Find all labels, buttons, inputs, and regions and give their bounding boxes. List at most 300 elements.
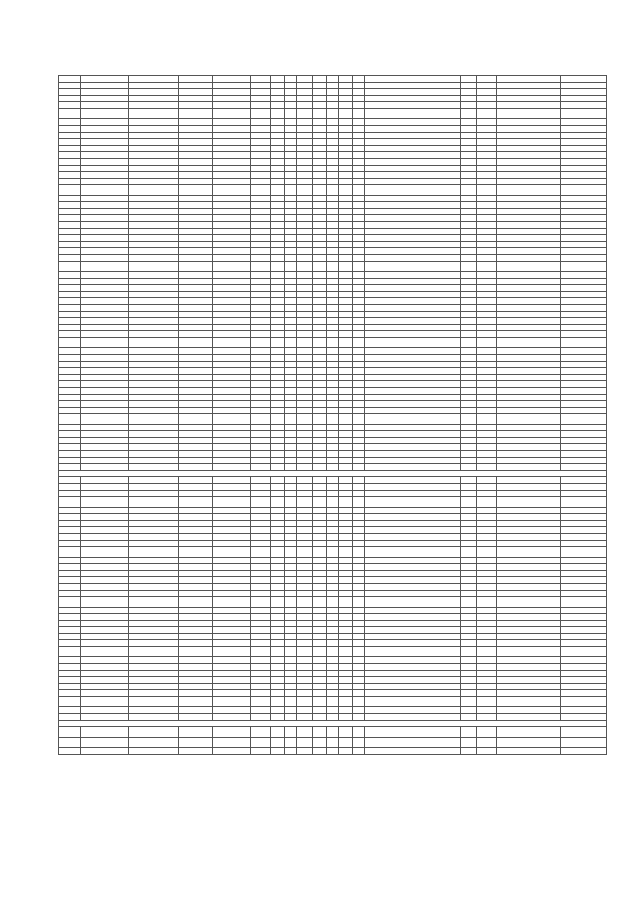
table-cell (339, 102, 353, 109)
table-cell (497, 354, 561, 361)
table-cell (297, 354, 313, 361)
table-cell (271, 664, 285, 671)
table-cell (365, 202, 461, 209)
table-cell (561, 304, 607, 311)
table-cell (297, 583, 313, 590)
table-cell (251, 527, 271, 534)
table-cell (59, 507, 81, 514)
table-cell (477, 497, 497, 507)
table-cell (285, 202, 297, 209)
table-cell (461, 583, 477, 590)
table-cell (497, 507, 561, 514)
table-row (59, 248, 607, 255)
table-cell (327, 145, 339, 152)
table-cell (461, 490, 477, 497)
table-cell (339, 348, 353, 355)
table-cell (297, 165, 313, 172)
table-cell (179, 278, 213, 285)
table-cell (497, 278, 561, 285)
table-cell (365, 657, 461, 664)
table-cell (327, 235, 339, 242)
table-cell (561, 527, 607, 534)
table-cell (59, 564, 81, 571)
table-cell (477, 394, 497, 401)
table-cell (313, 597, 327, 607)
table-cell (285, 497, 297, 507)
table-cell (129, 647, 179, 657)
table-cell (285, 95, 297, 102)
table-cell (271, 354, 285, 361)
table-cell (213, 348, 251, 355)
table-cell (179, 707, 213, 714)
table-cell (297, 647, 313, 657)
table-cell (81, 464, 129, 471)
table-row (59, 235, 607, 242)
table-cell (327, 76, 339, 83)
table-cell (313, 76, 327, 83)
table-row (59, 132, 607, 139)
table-cell (59, 165, 81, 172)
table-cell (339, 424, 353, 431)
table-cell (561, 394, 607, 401)
table-cell (497, 228, 561, 235)
table-cell (365, 387, 461, 394)
table-cell (477, 165, 497, 172)
table-cell (313, 348, 327, 355)
table-cell (129, 348, 179, 355)
table-cell (297, 76, 313, 83)
table-cell (365, 222, 461, 229)
table-cell (461, 697, 477, 707)
table-cell (327, 697, 339, 707)
table-row (59, 228, 607, 235)
table-cell (213, 285, 251, 292)
table-cell (353, 557, 365, 564)
table-cell (285, 241, 297, 248)
table-row (59, 261, 607, 271)
table-cell (327, 620, 339, 627)
table-cell (285, 178, 297, 185)
table-row (59, 381, 607, 388)
table-cell (285, 152, 297, 159)
table-cell (353, 640, 365, 647)
table-cell (59, 497, 81, 507)
table-cell (285, 520, 297, 527)
table-cell (81, 577, 129, 584)
table-cell (129, 318, 179, 325)
table-cell (365, 102, 461, 109)
table-cell (81, 570, 129, 577)
table-cell (477, 670, 497, 677)
table-cell (129, 401, 179, 408)
table-cell (179, 324, 213, 331)
table-cell (271, 533, 285, 540)
table-cell (353, 657, 365, 664)
table-cell (313, 235, 327, 242)
table-cell (561, 235, 607, 242)
table-cell (353, 607, 365, 614)
table-cell (179, 640, 213, 647)
table-cell (561, 215, 607, 222)
table-cell (339, 457, 353, 464)
table-cell (353, 444, 365, 451)
table-cell (285, 437, 297, 444)
table-cell (313, 533, 327, 540)
table-cell (561, 185, 607, 195)
table-cell (285, 255, 297, 262)
table-cell (461, 165, 477, 172)
table-cell (497, 564, 561, 571)
table-cell (497, 255, 561, 262)
table-cell (213, 215, 251, 222)
table-cell (561, 664, 607, 671)
table-cell (129, 285, 179, 292)
table-cell (561, 683, 607, 690)
table-cell (179, 331, 213, 338)
table-cell (251, 727, 271, 737)
table-cell (213, 82, 251, 89)
table-cell (365, 108, 461, 118)
table-cell (313, 368, 327, 375)
table-cell (251, 208, 271, 215)
table-cell (81, 497, 129, 507)
table-cell (297, 178, 313, 185)
table-cell (129, 620, 179, 627)
table-cell (285, 683, 297, 690)
table-cell (213, 437, 251, 444)
table-cell (81, 102, 129, 109)
table-cell (365, 714, 461, 721)
table-cell (313, 614, 327, 621)
table-cell (497, 607, 561, 614)
table-cell (297, 497, 313, 507)
table-row (59, 208, 607, 215)
table-cell (129, 640, 179, 647)
table-cell (365, 490, 461, 497)
table-cell (251, 139, 271, 146)
table-cell (561, 228, 607, 235)
table-cell (251, 235, 271, 242)
table-cell (59, 125, 81, 132)
table-cell (353, 255, 365, 262)
table-cell (285, 620, 297, 627)
table-cell (497, 152, 561, 159)
table-cell (339, 401, 353, 408)
table-cell (129, 507, 179, 514)
table-cell (271, 514, 285, 521)
table-cell (461, 557, 477, 564)
table-cell (339, 152, 353, 159)
table-cell (353, 261, 365, 271)
table-cell (339, 664, 353, 671)
table-cell (327, 318, 339, 325)
table-cell (271, 108, 285, 118)
table-cell (561, 533, 607, 540)
table-row (59, 451, 607, 458)
table-cell (497, 590, 561, 597)
table-row (59, 607, 607, 614)
table-cell (81, 291, 129, 298)
table-cell (285, 514, 297, 521)
table-cell (81, 278, 129, 285)
table-cell (339, 215, 353, 222)
table-cell (59, 424, 81, 431)
table-cell (251, 647, 271, 657)
table-row (59, 337, 607, 347)
table-row (59, 195, 607, 202)
table-cell (285, 597, 297, 607)
table-cell (81, 477, 129, 484)
table-cell (339, 633, 353, 640)
table-cell (297, 387, 313, 394)
table-cell (497, 557, 561, 564)
table-cell (461, 607, 477, 614)
table-cell (477, 195, 497, 202)
table-cell (81, 152, 129, 159)
table-cell (313, 374, 327, 381)
table-cell (497, 690, 561, 697)
table-cell (213, 707, 251, 714)
table-cell (81, 139, 129, 146)
table-cell (477, 437, 497, 444)
table-cell (327, 158, 339, 165)
table-cell (179, 298, 213, 305)
table-cell (497, 497, 561, 507)
table-cell (59, 354, 81, 361)
table-cell (353, 285, 365, 292)
table-cell (461, 547, 477, 557)
table-cell (297, 401, 313, 408)
table-cell (365, 451, 461, 458)
table-cell (339, 361, 353, 368)
table-row (59, 614, 607, 621)
table-cell (129, 527, 179, 534)
table-cell (81, 241, 129, 248)
table-cell (561, 291, 607, 298)
table-cell (477, 677, 497, 684)
table-cell (477, 633, 497, 640)
table-cell (461, 278, 477, 285)
table-cell (477, 614, 497, 621)
table-cell (561, 464, 607, 471)
table-cell (339, 557, 353, 564)
table-cell (461, 331, 477, 338)
table-row (59, 633, 607, 640)
table-cell (339, 185, 353, 195)
table-cell (497, 139, 561, 146)
table-cell (313, 640, 327, 647)
table-cell (339, 125, 353, 132)
table-cell (339, 208, 353, 215)
table-cell (271, 374, 285, 381)
table-cell (339, 590, 353, 597)
table-cell (365, 158, 461, 165)
table-cell (129, 195, 179, 202)
table-cell (339, 278, 353, 285)
table-cell (129, 374, 179, 381)
table-cell (251, 304, 271, 311)
table-cell (313, 677, 327, 684)
table-cell (285, 337, 297, 347)
table-cell (81, 76, 129, 83)
table-cell (477, 564, 497, 571)
table-cell (129, 241, 179, 248)
table-cell (461, 424, 477, 431)
table-cell (81, 677, 129, 684)
table-cell (339, 337, 353, 347)
table-cell (497, 533, 561, 540)
table-cell (561, 241, 607, 248)
table-cell (129, 557, 179, 564)
table-cell (353, 95, 365, 102)
table-cell (81, 331, 129, 338)
table-cell (339, 484, 353, 491)
table-row (59, 507, 607, 514)
table-cell (353, 361, 365, 368)
table-cell (271, 697, 285, 707)
table-cell (477, 620, 497, 627)
register-table (58, 75, 607, 755)
table-cell (365, 261, 461, 271)
table-cell (339, 683, 353, 690)
table-cell (497, 407, 561, 414)
table-cell (271, 241, 285, 248)
table-cell (497, 657, 561, 664)
table-cell (251, 457, 271, 464)
table-cell (353, 208, 365, 215)
table-cell (271, 583, 285, 590)
table-cell (297, 424, 313, 431)
table-row (59, 583, 607, 590)
table-cell (129, 152, 179, 159)
table-cell (313, 304, 327, 311)
table-cell (179, 387, 213, 394)
table-cell (213, 564, 251, 571)
table-cell (251, 222, 271, 229)
table-cell (179, 664, 213, 671)
table-cell (81, 507, 129, 514)
table-cell (271, 424, 285, 431)
table-cell (179, 727, 213, 737)
table-cell (561, 670, 607, 677)
table-cell (365, 484, 461, 491)
table-cell (81, 248, 129, 255)
table-cell (297, 374, 313, 381)
table-cell (297, 139, 313, 146)
table-cell (179, 139, 213, 146)
table-cell (297, 570, 313, 577)
table-cell (129, 222, 179, 229)
table-cell (129, 564, 179, 571)
table-cell (297, 683, 313, 690)
table-cell (59, 139, 81, 146)
table-row (59, 590, 607, 597)
table-cell (81, 424, 129, 431)
table-cell (353, 747, 365, 754)
table-cell (313, 89, 327, 96)
table-cell (251, 285, 271, 292)
table-cell (129, 597, 179, 607)
table-cell (365, 145, 461, 152)
table-cell (365, 520, 461, 527)
table-cell (461, 737, 477, 747)
section-header-row (59, 720, 607, 727)
table-cell (81, 348, 129, 355)
table-cell (339, 547, 353, 557)
table-cell (179, 677, 213, 684)
table-cell (179, 607, 213, 614)
table-cell (353, 707, 365, 714)
table-cell (497, 431, 561, 438)
table-cell (313, 272, 327, 279)
table-cell (297, 627, 313, 634)
table-cell (339, 228, 353, 235)
table-cell (365, 577, 461, 584)
table-row (59, 401, 607, 408)
table-cell (271, 564, 285, 571)
table-cell (271, 707, 285, 714)
table-cell (497, 597, 561, 607)
table-cell (327, 490, 339, 497)
table-cell (327, 590, 339, 597)
table-cell (339, 324, 353, 331)
table-cell (561, 132, 607, 139)
table-cell (285, 394, 297, 401)
table-cell (129, 255, 179, 262)
table-cell (285, 640, 297, 647)
table-cell (461, 324, 477, 331)
table-cell (285, 172, 297, 179)
table-row (59, 89, 607, 96)
table-cell (313, 208, 327, 215)
table-row (59, 727, 607, 737)
table-cell (81, 414, 129, 424)
table-cell (129, 139, 179, 146)
table-cell (213, 401, 251, 408)
table-cell (365, 707, 461, 714)
table-cell (477, 597, 497, 607)
table-cell (313, 633, 327, 640)
table-cell (365, 255, 461, 262)
table-cell (313, 607, 327, 614)
table-cell (353, 368, 365, 375)
table-cell (81, 318, 129, 325)
table-cell (213, 444, 251, 451)
table-cell (297, 202, 313, 209)
table-cell (327, 202, 339, 209)
table-cell (59, 304, 81, 311)
table-cell (179, 620, 213, 627)
table-cell (129, 311, 179, 318)
table-cell (477, 444, 497, 451)
table-row (59, 368, 607, 375)
table-cell (59, 108, 81, 118)
table-cell (461, 208, 477, 215)
table-cell (339, 647, 353, 657)
table-cell (461, 533, 477, 540)
table-cell (327, 557, 339, 564)
table-cell (497, 102, 561, 109)
table-cell (213, 607, 251, 614)
table-cell (313, 457, 327, 464)
table-cell (251, 272, 271, 279)
table-cell (297, 145, 313, 152)
table-cell (497, 394, 561, 401)
table-cell (251, 444, 271, 451)
table-cell (251, 89, 271, 96)
table-cell (339, 407, 353, 414)
table-cell (251, 381, 271, 388)
